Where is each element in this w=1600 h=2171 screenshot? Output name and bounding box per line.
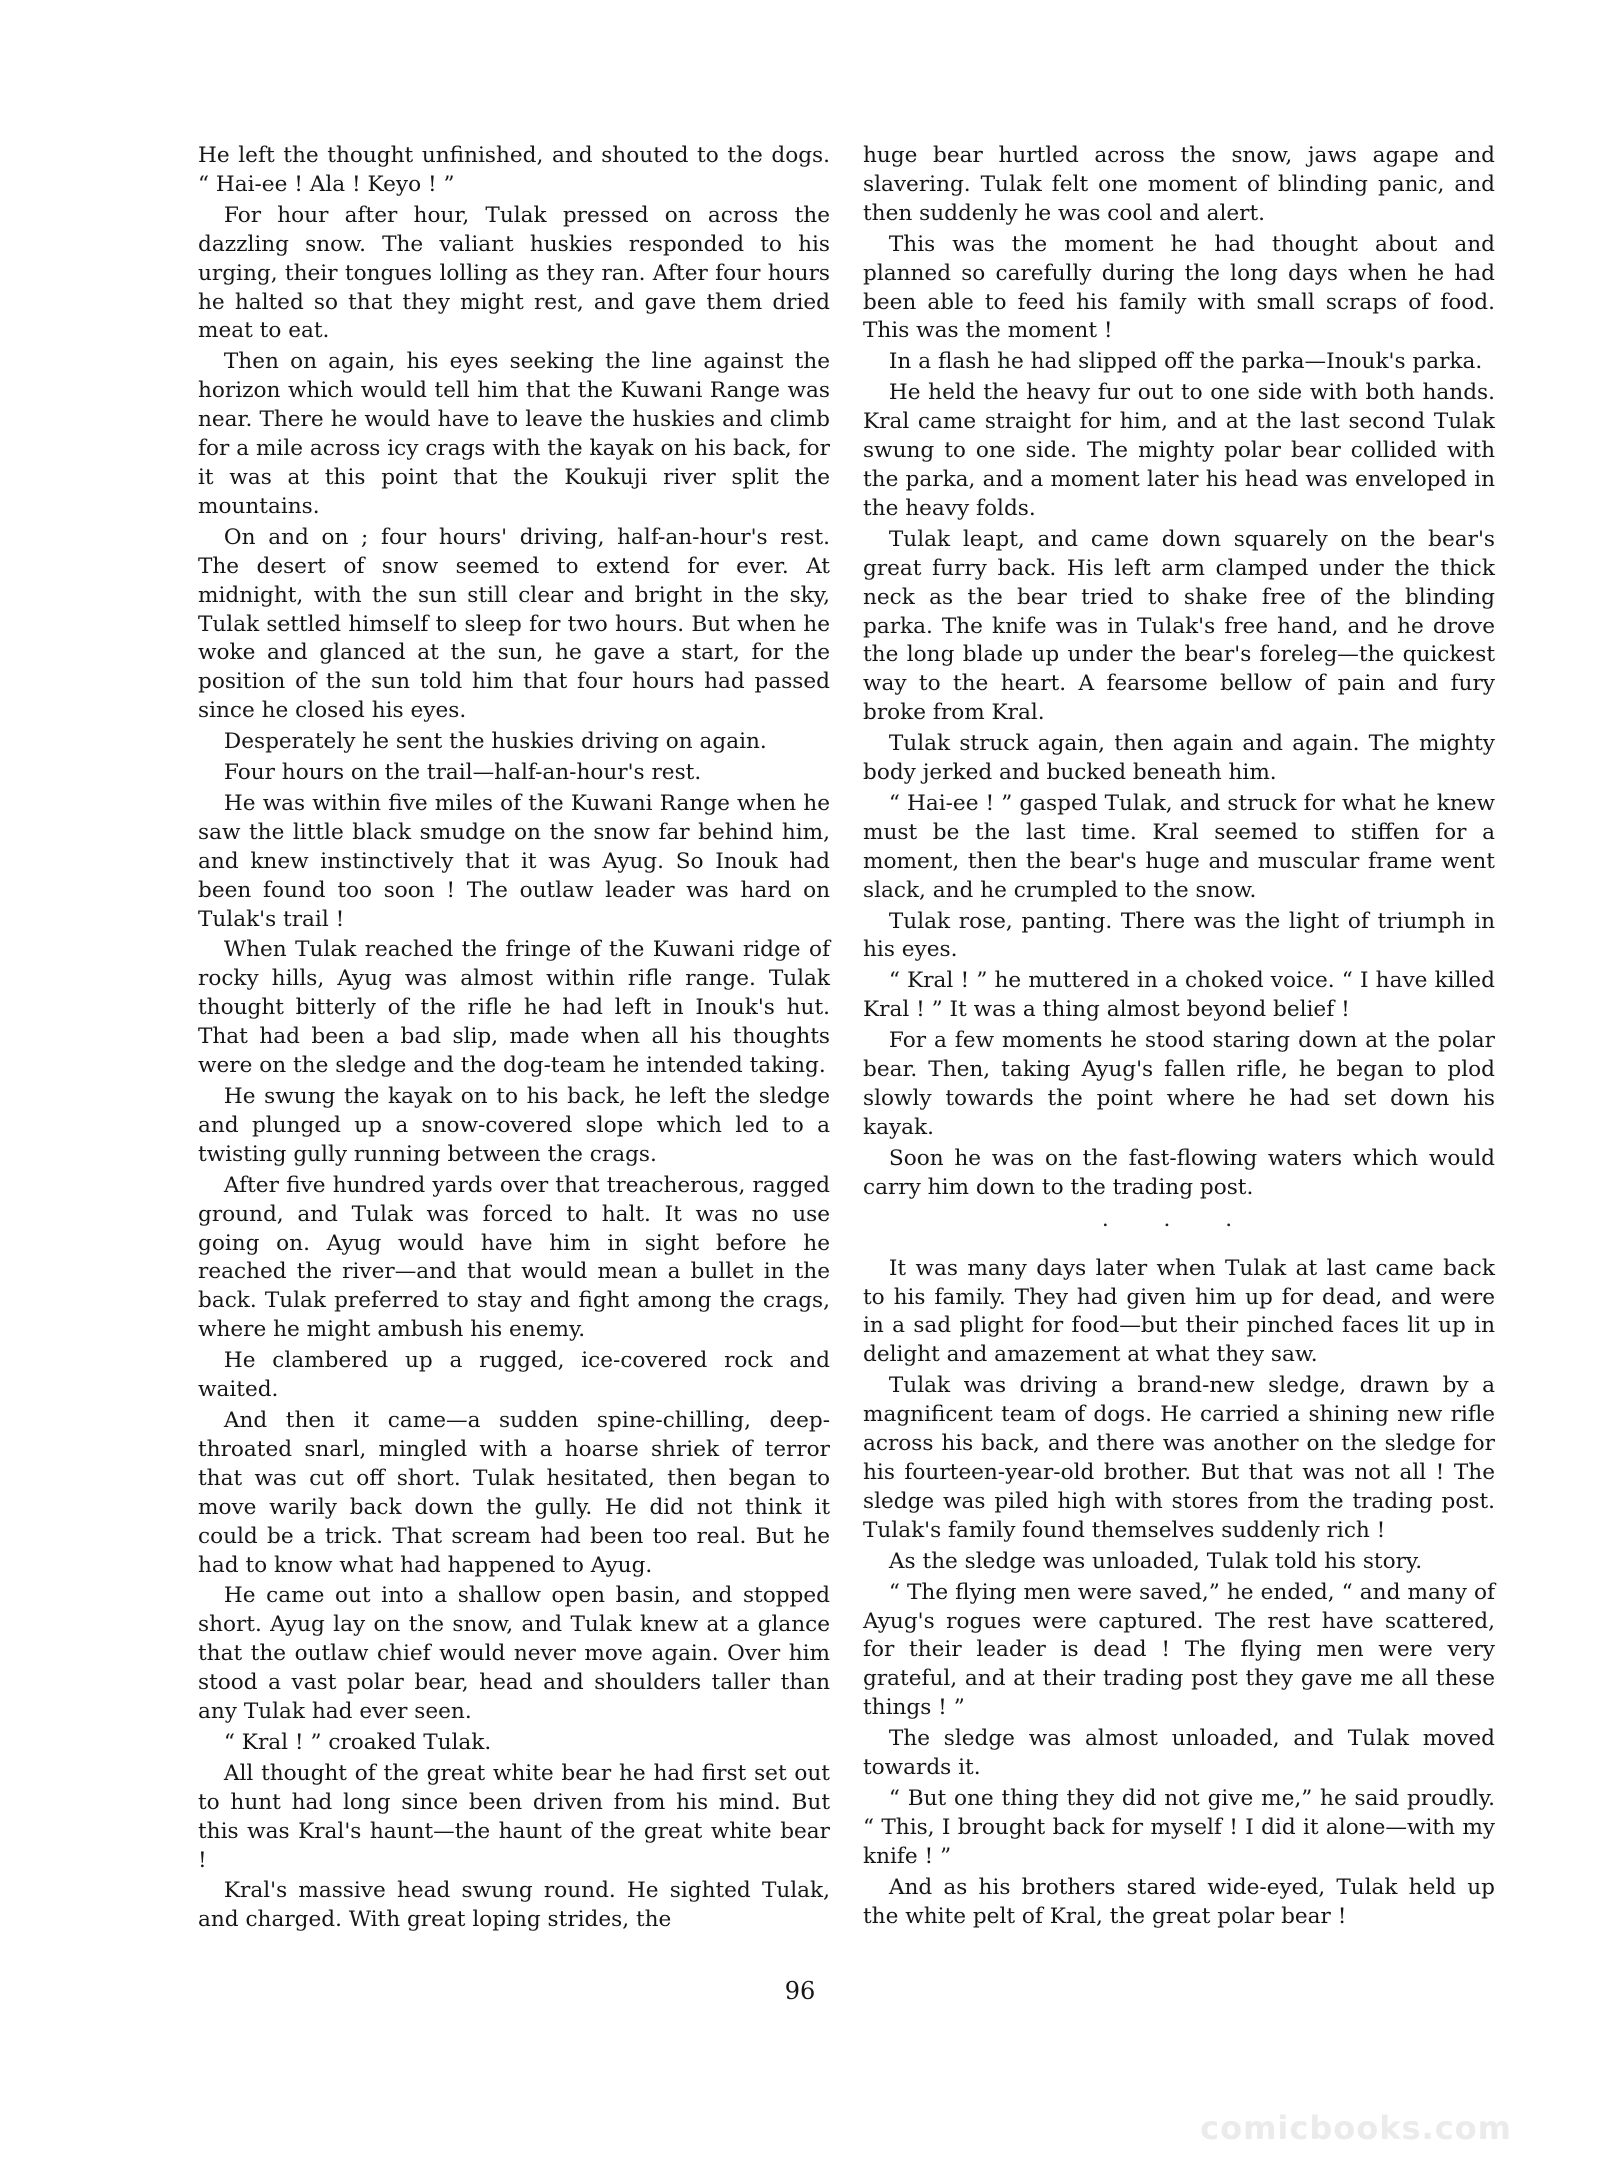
watermark: comicbooks.com — [1200, 2109, 1512, 2147]
paragraph: The sledge was almost unloaded, and Tulak moved towards it. — [863, 1726, 1495, 1781]
paragraph: Soon he was on the fast-flowing waters which would carry him down to the trading post. — [863, 1145, 1495, 1200]
paragraph: In a flash he had slipped off the parka—Inouk's parka. — [888, 349, 1483, 375]
paragraph: And as his brothers stared wide-eyed, Tulak held up the white pelt of Kral, the great polar bear ! — [863, 1874, 1495, 1929]
paragraph: “ Kral ! ” croaked Tulak. — [223, 1729, 492, 1755]
paragraph: Kral's massive head swung round. He sighted Tulak, and charged. With great loping strides, the — [198, 1878, 830, 1933]
paragraph: Then on again, his eyes seeking the line against the horizon which would tell him that the Kuwani Range was near. There he would have to leave the huskies and climb for a mile across icy crags with the kayak on his back, for it was at this point that the Koukuji river split the mountains. — [198, 349, 830, 519]
paragraph: Tulak leapt, and came down squarely on the bear's great furry back. His left arm clamped under the thick neck as the bear tried to shake free of the blinding parka. The knife was in Tulak's free hand, and he drove the long blade up under the bear's foreleg—the quickest way to the heart. A fearsome bellow of pain and fury broke from Kral. — [863, 526, 1495, 726]
paragraph: Four hours on the trail—half-an-hour's rest. — [223, 760, 702, 786]
paragraph: After five hundred yards over that treacherous, ragged ground, and Tulak was forced to halt. It was no use going on. Ayug would have him in sight before he reached the river—and that would mean a bullet in the back. Tulak preferred to stay and fight among the crags, where he might ambush his enemy. — [198, 1172, 830, 1343]
paragraph: All thought of the great white bear he had first set out to hunt had long since been driven from his mind. But this was Kral's haunt—the haunt of the great white bear ! — [198, 1760, 830, 1873]
paragraph: “ The flying men were saved,” he ended, “ and many of Ayug's rogues were captured. The rest have scattered, for their leader is dead ! The flying men were very grateful, and at their trading post they gave me all these things ! ” — [863, 1579, 1495, 1721]
page-number: 96 — [784, 1977, 816, 2005]
paragraph: “ Kral ! ” he muttered in a choked voice. “ I have killed Kral ! ” It was a thing almost beyond belief ! — [863, 968, 1495, 1023]
paragraph: huge bear hurtled across the snow, jaws agape and slavering. Tulak felt one moment of blinding panic, and then suddenly he was cool and alert. — [863, 143, 1495, 226]
paragraph: He was within five miles of the Kuwani Range when he saw the little black smudge on the snow far behind him, and knew instinctively that it was Ayug. So Inouk had been found too soon ! The outlaw leader was hard on Tulak's trail ! — [198, 790, 830, 932]
paragraph: It was many days later when Tulak at last came back to his family. They had given him up for dead, and were in a sad plight for food—but their pinched faces lit up in delight and amazement at what they saw. — [863, 1255, 1495, 1368]
paragraph: When Tulak reached the fringe of the Kuwani ridge of rocky hills, Ayug was almost within rifle range. Tulak thought bitterly of the rifle he had left in Inouk's hut. That had been a bad slip, made when all his thoughts were on the sledge and the dog-team he intended taking. — [198, 937, 830, 1079]
paragraph: “ Hai-ee ! ” gasped Tulak, and struck for what he knew must be the last time. Kral seemed to stiffen for a moment, then the bear's huge and muscular frame went slack, and he crumpled to the snow. — [863, 790, 1495, 903]
paragraph: Tulak was driving a brand-new sledge, drawn by a magnificent team of dogs. He carried a shining new rifle across his back, and there was another on the sledge for his fourteen-year-old brother. But that was not all ! The sledge was piled high with stores from the trading post. Tulak's family found themselves suddenly rich ! — [863, 1373, 1495, 1543]
paragraph: And then it came—a sudden spine-chilling, deep-throated snarl, mingled with a hoarse shriek of terror that was cut off short. Tulak hesitated, then began to move warily back down the gully. He did not think it could be a trick. That scream had been too real. But he had to know what had happened to Ayug. — [198, 1407, 830, 1578]
paragraph: He came out into a shallow open basin, and stopped short. Ayug lay on the snow, and Tulak knew at a glance that the outlaw chief would never move again. Over him stood a vast polar bear, head and shoulders taller than any Tulak had ever seen. — [198, 1583, 830, 1725]
paragraph: “ But one thing they did not give me,” he said proudly. “ This, I brought back for myself ! I did it alone—with my knife ! ” — [863, 1785, 1495, 1869]
paragraph: Desperately he sent the huskies driving on again. — [223, 729, 767, 755]
paragraph: He held the heavy fur out to one side with both hands. Kral came straight for him, and at the last second Tulak swung to one side. The mighty polar bear collided with the parka, and a moment later his head was enveloped in the heavy folds. — [863, 380, 1495, 521]
paragraph: Tulak rose, panting. There was the light of triumph in his eyes. — [863, 908, 1495, 963]
paragraph: Tulak struck again, then again and again. The mighty body jerked and bucked beneath him. — [863, 731, 1495, 786]
paragraph: On and on ; four hours' driving, half-an-hour's rest. The desert of snow seemed to extend for ever. At midnight, with the sun still clear and bright in the sky, Tulak settled himself to sleep for two hours. But when he woke and glanced at the sun, he gave a start, for the position of the sun told him that four hours had passed since he closed his eyes. — [198, 524, 830, 724]
left-column — [198, 142, 830, 1937]
paragraph: For a few moments he stood staring down at the polar bear. Then, taking Ayug's fallen rifle, he began to plod slowly towards the point where he had set down his kayak. — [863, 1028, 1495, 1140]
paragraph: He swung the kayak on to his back, he left the sledge and plunged up a snow-covered slope which led to a twisting gully running between the crags. — [198, 1084, 830, 1167]
paragraph: As the sledge was unloaded, Tulak told his story. — [888, 1548, 1423, 1574]
section-break: . . . — [1101, 1206, 1257, 1232]
paragraph: He left the thought unfinished, and shouted to the dogs. “ Hai-ee ! Ala ! Keyo ! ” — [198, 143, 830, 197]
right-column — [863, 142, 1495, 1933]
paragraph: This was the moment he had thought about and planned so carefully during the long days when he had been able to feed his family with small scraps of food. This was the moment ! — [863, 231, 1495, 344]
paragraph: For hour after hour, Tulak pressed on across the dazzling snow. The valiant huskies responded to his urging, their tongues lolling as they ran. After four hours he halted so that they might rest, and gave them dried meat to eat. — [198, 202, 830, 344]
paragraph: He clambered up a rugged, ice-covered rock and waited. — [198, 1348, 830, 1403]
